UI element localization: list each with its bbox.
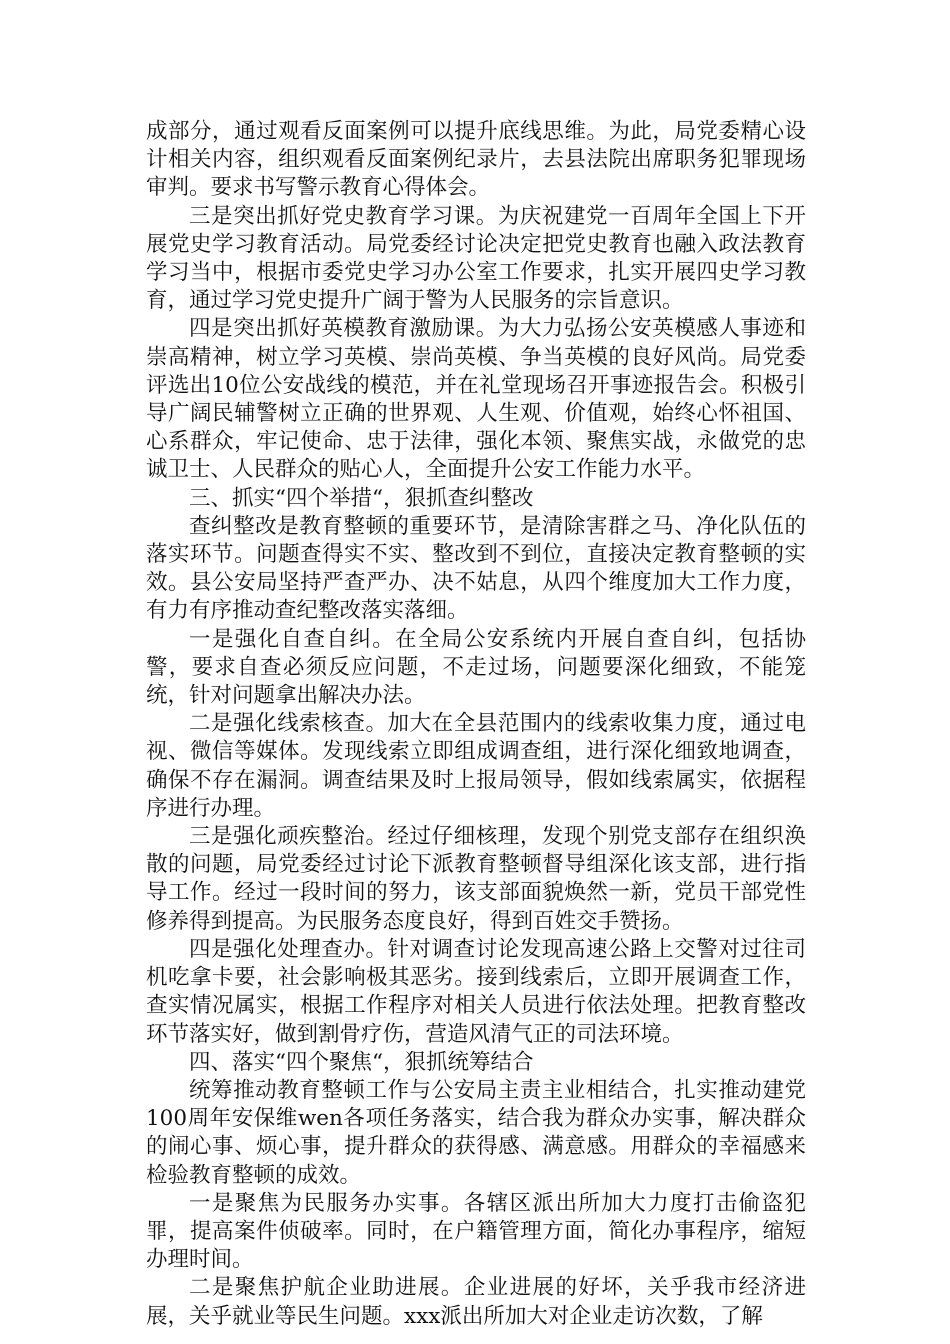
paragraph: 三是强化顽疾整治。经过仔细核理，发现个别党支部存在组织涣散的问题，局党委经过讨论下派教育整顿督导组深化该支部，进行指导工作。经过一段时间的努力，该支部面貌焕然一新，党员干部党性修养得到提高。为民服务态度良好，得到百姓交手赞扬。 <box>146 824 806 934</box>
paragraph: 二是强化线索核查。加大在全县范围内的线索收集力度，通过电视、微信等媒体。发现线索立即组成调查组，进行深化细致地调查，确保不存在漏洞。调查结果及时上报局领导，假如线索属实，依据程序进行办理。 <box>146 711 806 821</box>
paragraph: 四是强化处理查办。针对调查讨论发现高速公路上交警对过往司机吃拿卡要，社会影响极其恶劣。接到线索后，立即开展调查工作，查实情况属实，根据工作程序对相关人员进行依法处理。把教育整改环节落实好，做到割骨疗伤，营造风清气正的司法环境。 <box>146 936 806 1047</box>
paragraph: 查纠整改是教育整顿的重要环节，是清除害群之马、净化队伍的落实环节。问题查得实不实、整改到不到位，直接决定教育整顿的实效。县公安局坚持严查严办、决不姑息，从四个维度加大工作力度，有力有序推动查纪整改落实落细。 <box>146 513 806 624</box>
paragraph: 三是突出抓好党史教育学习课。为庆祝建党一百周年全国上下开展党史学习教育活动。局党委经讨论决定把党史教育也融入政法教育学习当中，根据市委党史学习办公室工作要求，扎实开展四史学习教育，通过学习党史提升广阔于警为人民服务的宗旨意识。 <box>146 203 806 314</box>
paragraph: 四是突出抓好英模教育激励课。为大力弘扬公安英模感人事迹和崇高精神，树立学习英模、崇尚英模、争当英模的良好风尚。局党委评选出10位公安战线的模范，并在礼堂现场召开事迹报告会。积极引导广阔民辅警树立正确的世界观、人生观、价值观，始终心怀祖国、心系群众，牢记使命、忠于法律，强化本领、聚焦实战，永做党的忠诚卫士、人民群众的贴心人，全面提升公安工作能力水平。 <box>146 316 806 483</box>
paragraph: 统筹推动教育整顿工作与公安局主责主业相结合，扎实推动建党100周年安保维wen各项任务落实，结合我为群众办实事，解决群众的闹心事、烦心事，提升群众的获得感、满意感。用群众的幸福感来检验教育整顿的成效。 <box>146 1077 806 1188</box>
section-heading: 四、落实“四个聚焦“，狠抓统筹结合 <box>189 1049 534 1075</box>
document-body <box>146 118 806 1331</box>
paragraph: 一是强化自查自纠。在全局公安系统内开展自查自纠，包括协警，要求自查必须反应问题，不走过场，问题要深化细致，不能笼统，针对问题拿出解决办法。 <box>146 626 806 709</box>
paragraph: 二是聚焦护航企业助进展。企业进展的好坏，关乎我市经济进展，关乎就业等民生问题。xxx派出所加大对企业走访次数，了解 <box>146 1275 806 1329</box>
paragraph: 一是聚焦为民服务办实事。各辖区派出所加大力度打击偷盗犯罪，提高案件侦破率。同时，在户籍管理方面，简化办事程序，缩短办理时间。 <box>146 1190 806 1273</box>
paragraph: 成部分，通过观看反面案例可以提升底线思维。为此，局党委精心设计相关内容，组织观看反面案例纪录片，去县法院出席职务犯罪现场审判。要求书写警示教育心得体会。 <box>146 119 806 201</box>
section-heading: 三、抓实“四个举措“，狠抓查纠整改 <box>189 485 534 511</box>
